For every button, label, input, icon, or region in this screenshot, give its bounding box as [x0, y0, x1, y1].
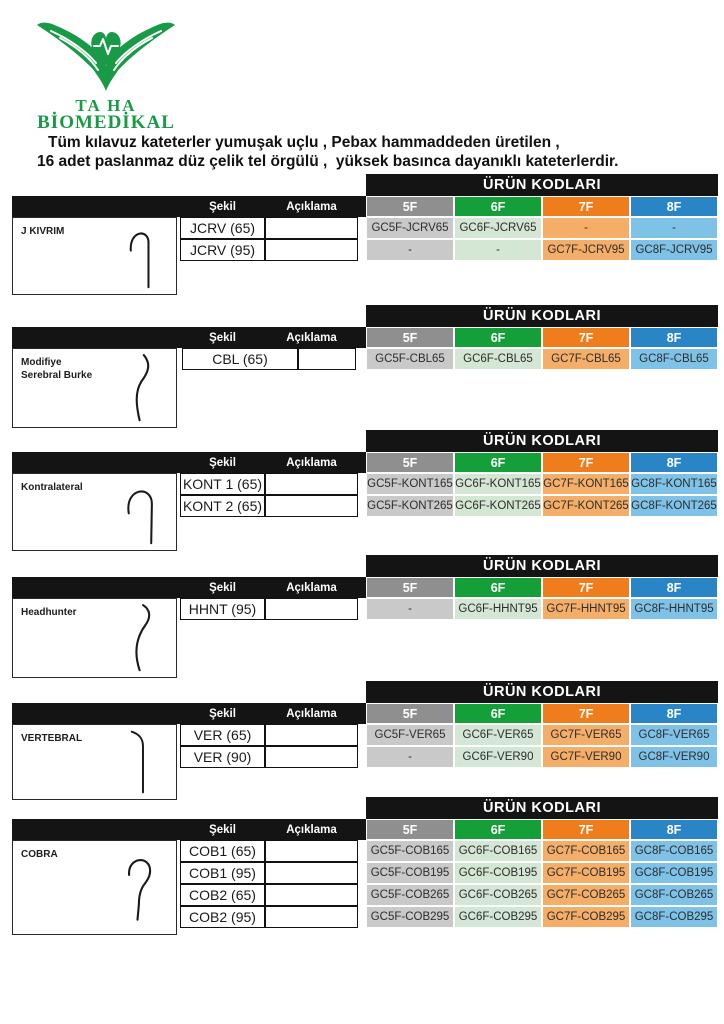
- product-code-cell: GC8F-JCRV95: [630, 239, 718, 261]
- size-header-5f: 5F: [366, 819, 454, 840]
- product-code-cell: GC7F-JCRV95: [542, 239, 630, 261]
- product-code-cell: GC8F-KONT265: [630, 495, 718, 517]
- size-header-5f: 5F: [366, 577, 454, 598]
- product-code-cell: GC8F-COB195: [630, 862, 718, 884]
- product-code-cell: -: [366, 746, 454, 768]
- product-code-cell: GC7F-CBL65: [542, 348, 630, 370]
- product-code-cell: GC8F-COB265: [630, 884, 718, 906]
- product-code-cell: GC8F-COB295: [630, 906, 718, 928]
- shape-column-header: Şekil: [209, 581, 236, 594]
- description-cell: [265, 906, 358, 928]
- product-code-cell: GC7F-COB265: [542, 884, 630, 906]
- shape-column-header: Şekil: [209, 200, 236, 213]
- product-code-cell: GC7F-KONT165: [542, 473, 630, 495]
- shape-name-cell: JCRV (95): [180, 239, 265, 261]
- s-curve-icon: [120, 353, 162, 423]
- product-code-cell: GC5F-KONT165: [366, 473, 454, 495]
- product-code-cell: GC6F-KONT265: [454, 495, 542, 517]
- company-name-line1: TA HA: [75, 96, 137, 115]
- product-code-cell: GC6F-COB295: [454, 906, 542, 928]
- size-header-8f: 8F: [630, 327, 718, 348]
- product-code-cell: GC8F-CBL65: [630, 348, 718, 370]
- product-code-cell: GC7F-COB295: [542, 906, 630, 928]
- size-header-8f: 8F: [630, 577, 718, 598]
- product-codes-header: ÜRÜN KODLARI: [366, 174, 718, 196]
- shape-name-cell: KONT 2 (65): [180, 495, 265, 517]
- cobra-curve-icon: [120, 845, 162, 930]
- product-code-cell: GC6F-VER65: [454, 724, 542, 746]
- company-name-line2: BİOMEDİKAL: [37, 112, 175, 133]
- product-code-cell: GC7F-VER90: [542, 746, 630, 768]
- catheter-name-line: Kontralateral: [21, 482, 83, 493]
- product-code-cell: GC6F-CBL65: [454, 348, 542, 370]
- product-code-cell: -: [454, 239, 542, 261]
- product-code-cell: GC6F-HHNT95: [454, 598, 542, 620]
- product-code-cell: GC7F-HHNT95: [542, 598, 630, 620]
- description-column-header: Açıklama: [286, 200, 337, 213]
- size-header-8f: 8F: [630, 196, 718, 217]
- shape-name-cell: VER (90): [180, 746, 265, 768]
- catheter-name-line: J KIVRIM: [21, 226, 65, 237]
- size-header-5f: 5F: [366, 327, 454, 348]
- product-code-cell: GC6F-VER90: [454, 746, 542, 768]
- shape-name-cell: KONT 1 (65): [180, 473, 265, 495]
- product-code-cell: GC5F-COB265: [366, 884, 454, 906]
- shape-name-cell: HHNT (95): [180, 598, 265, 620]
- size-header-7f: 7F: [542, 819, 630, 840]
- product-code-cell: GC5F-VER65: [366, 724, 454, 746]
- catheter-name-line: Serebral Burke: [21, 370, 93, 381]
- product-code-cell: GC5F-COB195: [366, 862, 454, 884]
- size-header-7f: 7F: [542, 577, 630, 598]
- catheter-name-label: [21, 481, 83, 494]
- size-header-5f: 5F: [366, 196, 454, 217]
- description-cell: [265, 746, 358, 768]
- product-code-cell: GC6F-COB165: [454, 840, 542, 862]
- size-header-7f: 7F: [542, 327, 630, 348]
- shape-column-header: Şekil: [209, 823, 236, 836]
- catheter-name-label: [21, 848, 58, 861]
- description-column-header: Açıklama: [286, 331, 337, 344]
- catheter-name-line: COBRA: [21, 849, 58, 860]
- catheter-shape-box: [12, 598, 177, 678]
- description-cell: [265, 495, 358, 517]
- size-header-6f: 6F: [454, 577, 542, 598]
- size-header-6f: 6F: [454, 452, 542, 473]
- product-code-cell: GC7F-COB165: [542, 840, 630, 862]
- product-code-cell: GC5F-COB165: [366, 840, 454, 862]
- catheter-name-label: [21, 732, 82, 745]
- intro-text-line2: 16 adet paslanmaz düz çelik tel örgülü , yüksek basınca dayanıklı kateterlerdir.: [37, 153, 619, 170]
- catheter-shape-box: [12, 840, 177, 935]
- size-header-5f: 5F: [366, 452, 454, 473]
- catheter-shape-box: [12, 348, 177, 428]
- size-header-8f: 8F: [630, 452, 718, 473]
- product-codes-header: ÜRÜN KODLARI: [366, 681, 718, 703]
- product-code-cell: -: [366, 598, 454, 620]
- description-cell: [265, 217, 358, 239]
- catheter-name-label: [21, 356, 92, 382]
- shape-name-cell: COB1 (65): [180, 840, 265, 862]
- product-codes-header: ÜRÜN KODLARI: [366, 797, 718, 819]
- intro-text-line1: Tüm kılavuz kateterler yumuşak uçlu , Pebax hammaddeden üretilen ,: [48, 134, 560, 151]
- size-header-8f: 8F: [630, 819, 718, 840]
- product-code-cell: GC8F-VER90: [630, 746, 718, 768]
- catheter-shape-box: [12, 724, 177, 800]
- description-column-header: Açıklama: [286, 581, 337, 594]
- description-column-header: Açıklama: [286, 823, 337, 836]
- shape-column-header: Şekil: [209, 456, 236, 469]
- product-code-cell: GC7F-VER65: [542, 724, 630, 746]
- size-header-6f: 6F: [454, 327, 542, 348]
- product-code-cell: GC7F-COB195: [542, 862, 630, 884]
- product-code-cell: GC8F-VER65: [630, 724, 718, 746]
- product-code-cell: -: [630, 217, 718, 239]
- size-header-6f: 6F: [454, 819, 542, 840]
- catheter-shape-box: [12, 217, 177, 295]
- wings-heart-logo-icon: [30, 18, 182, 98]
- description-cell: [265, 862, 358, 884]
- size-header-7f: 7F: [542, 196, 630, 217]
- product-table: [0, 305, 724, 450]
- product-code-cell: GC5F-COB295: [366, 906, 454, 928]
- product-table: [0, 797, 724, 1023]
- description-cell: [265, 598, 358, 620]
- product-codes-header: ÜRÜN KODLARI: [366, 305, 718, 327]
- product-code-cell: GC6F-JCRV65: [454, 217, 542, 239]
- catheter-name-line: VERTEBRAL: [21, 733, 83, 744]
- product-codes-header: ÜRÜN KODLARI: [366, 555, 718, 577]
- shape-name-cell: COB2 (95): [180, 906, 265, 928]
- shape-name-cell: JCRV (65): [180, 217, 265, 239]
- product-code-cell: GC6F-COB195: [454, 862, 542, 884]
- crook-curve-icon: [120, 478, 162, 546]
- shape-name-cell: CBL (65): [182, 348, 298, 370]
- size-header-7f: 7F: [542, 452, 630, 473]
- shape-name-cell: VER (65): [180, 724, 265, 746]
- product-code-cell: GC8F-HHNT95: [630, 598, 718, 620]
- headhunter-curve-icon: [120, 603, 162, 673]
- catheter-name-label: [21, 225, 64, 238]
- description-cell: [265, 724, 358, 746]
- product-code-cell: -: [542, 217, 630, 239]
- product-code-cell: GC5F-JCRV65: [366, 217, 454, 239]
- shape-name-cell: COB2 (65): [180, 884, 265, 906]
- product-code-cell: -: [366, 239, 454, 261]
- catheter-shape-box: [12, 473, 177, 551]
- description-cell: [298, 348, 356, 370]
- size-header-7f: 7F: [542, 703, 630, 724]
- product-code-cell: GC6F-COB265: [454, 884, 542, 906]
- product-code-cell: GC8F-COB165: [630, 840, 718, 862]
- description-cell: [265, 239, 358, 261]
- product-code-cell: GC6F-KONT165: [454, 473, 542, 495]
- catheter-name-label: [21, 606, 77, 619]
- product-table: [0, 555, 724, 700]
- description-column-header: Açıklama: [286, 707, 337, 720]
- size-header-6f: 6F: [454, 703, 542, 724]
- product-code-cell: GC5F-CBL65: [366, 348, 454, 370]
- vertebral-curve-icon: [120, 729, 162, 795]
- product-code-cell: GC7F-KONT265: [542, 495, 630, 517]
- size-header-6f: 6F: [454, 196, 542, 217]
- catheter-name-line: Modifiye: [21, 357, 62, 368]
- description-cell: [265, 473, 358, 495]
- shape-column-header: Şekil: [209, 707, 236, 720]
- description-cell: [265, 884, 358, 906]
- j-curve-icon: [120, 222, 162, 290]
- description-column-header: Açıklama: [286, 456, 337, 469]
- shape-column-header: Şekil: [209, 331, 236, 344]
- description-cell: [265, 840, 358, 862]
- size-header-5f: 5F: [366, 703, 454, 724]
- product-codes-header: ÜRÜN KODLARI: [366, 430, 718, 452]
- catheter-name-line: Headhunter: [21, 607, 77, 618]
- size-header-8f: 8F: [630, 703, 718, 724]
- product-code-cell: GC8F-KONT165: [630, 473, 718, 495]
- shape-name-cell: COB1 (95): [180, 862, 265, 884]
- product-code-cell: GC5F-KONT265: [366, 495, 454, 517]
